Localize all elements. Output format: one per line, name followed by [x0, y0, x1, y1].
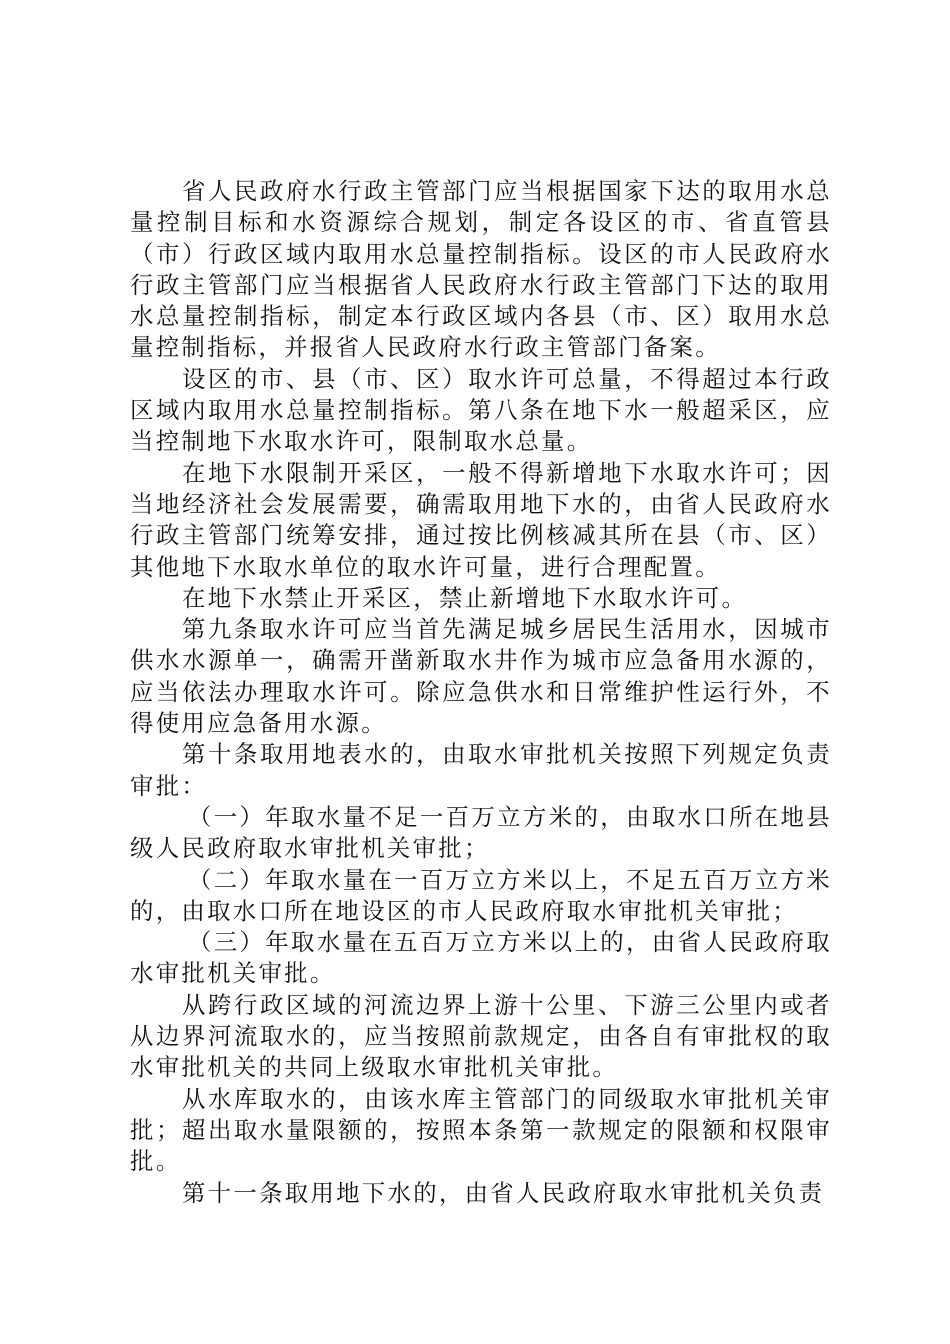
paragraph-article-9: 第九条取水许可应当首先满足城乡居民生活用水，因城市供水水源单一，确需开凿新取水井作为城市应急备用水源的，应当依法办理取水许可。除应急供水和日常维护性运行外，不得使用应急备用水源。 — [130, 615, 832, 738]
paragraph-water-quota-control: 省人民政府水行政主管部门应当根据国家下达的取用水总量控制目标和水资源综合规划，制定各设区的市、省直管县（市）行政区域内取用水总量控制指标。设区的市人民政府水行政主管部门应当根据省人民政府水行政主管部门下达的取用水总量控制指标，制定本行政区域内各县（市、区）取用水总量控制指标，并报省人民政府水行政主管部门备案。 — [130, 177, 832, 362]
list-item-3: （三）年取水量在五百万立方米以上的，由省人民政府取水审批机关审批。 — [130, 928, 832, 988]
list-item-1: （一）年取水量不足一百万立方米的，由取水口所在地县级人民政府取水审批机关审批； — [130, 802, 832, 863]
paragraph-cross-boundary-river: 从跨行政区域的河流边界上游十公里、下游三公里内或者从边界河流取水的，应当按照前款规定，由各自有审批权的取水审批机关的共同上级取水审批机关审批。 — [130, 990, 832, 1082]
list-item-2: （二）年取水量在一百万立方米以上，不足五百万立方米的，由取水口所在地设区的市人民政府取水审批机关审批； — [130, 865, 832, 925]
paragraph-article-10: 第十条取用地表水的，由取水审批机关按照下列规定负责审批： — [130, 740, 832, 800]
document-body — [130, 176, 832, 1209]
paragraph-restricted-extraction-zone: 在地下水限制开采区，一般不得新增地下水取水许可；因当地经济社会发展需要，确需取用地下水的，由省人民政府水行政主管部门统筹安排，通过按比例核减其所在县（市、区）其他地下水取水单位的取水许可量，进行合理配置。 — [130, 458, 832, 581]
paragraph-reservoir-intake: 从水库取水的，由该水库主管部门的同级取水审批机关审批；超出取水量限额的，按照本条第一款规定的限额和权限审批。 — [130, 1084, 832, 1176]
paragraph-prohibited-extraction-zone: 在地下水禁止开采区，禁止新增地下水取水许可。 — [182, 583, 748, 612]
paragraph-permit-total-limit: 设区的市、县（市、区）取水许可总量，不得超过本行政区域内取用水总量控制指标。第八条在地下水一般超采区，应当控制地下水取水许可，限制取水总量。 — [130, 364, 832, 456]
paragraph-article-11: 第十一条取用地下水的，由省人民政府取水审批机关负责 — [182, 1178, 825, 1207]
